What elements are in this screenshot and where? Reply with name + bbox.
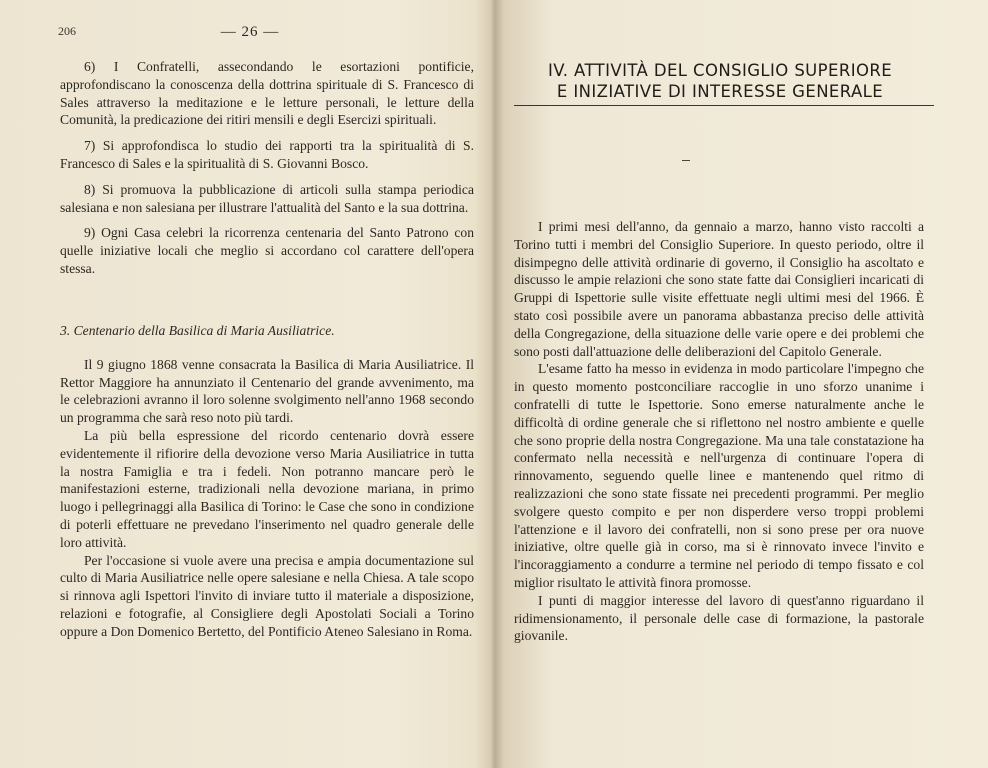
heading-underline xyxy=(514,105,934,106)
page-number: — 26 — xyxy=(220,24,280,40)
section-paragraph: Per l'occasione si vuole avere una precisa e ampia documentazione sul culto di Maria Ausiliatrice nelle opere salesiane e nella Chiesa. A tale scopo si rinnova agli Ispettori l'invito di inviare tutto il materiale a disposizione, relazioni e fotografie, al Consigliere degli Apostolati Sociali a Torino oppure a Don Domenico Bertetto, del Pontificio Ateneo Salesiano in Roma. xyxy=(60,552,474,639)
left-page-body xyxy=(60,58,474,278)
body-paragraph: L'esame fatto ha messo in evidenza in modo particolare l'impegno che in questo momento postconciliare raccoglie in uno sforzo unanime i confratelli di tutte le Ispettorie. Sono emerse naturalmente anche le difficoltà di ordine generale che si riflettono nel nostro ambiente e quelle che sono proprie della nostra Congregazione. Ma una tale constatazione ha confermato nella necessità e nell'urgenza di continuare l'opera di rinnovamento, seguendo quelle linee e mantenendo quel ritmo di realizzazioni che sono state fissate nei precedenti programmi. Per meglio svolgere questo compito e per non disperdere verso troppi problemi l'attenzione e il lavoro dei confratelli, non si sono prese per ora nuove iniziative, oltre quelle già in corso, ma si è rinnovato invece l'invito e l'incoraggiamento a condurre a termine nel periodo di tempo fissato e col miglior risultato le attività finora promosse. xyxy=(514,361,924,590)
stamped-page-number: 206 xyxy=(58,24,76,38)
chapter-heading-line-2: E INIZIATIVE DI INTERESSE GENERALE xyxy=(556,82,884,101)
section-paragraph: Il 9 giugno 1868 venne consacrata la Basilica di Maria Ausiliatrice. Il Rettor Maggiore ha annunziato il Centenario del grande avvenimento, ma le celebrazioni avranno il loro solenne svolgimento nell'anno 1968 secondo un programma che sarà reso noto più tardi. xyxy=(60,356,474,426)
paragraph-item-6: 6) I Confratelli, assecondando le esortazioni pontificie, approfondiscano la conoscenza della dottrina spirituale di S. Francesco di Sales attraverso la meditazione e le letture personali, le letture della Comunità, la predicazione dei ritiri mensili e degli Esercizi spirituali. xyxy=(60,59,474,128)
left-page xyxy=(0,0,492,768)
chapter-heading-line-1: IV. ATTIVITÀ DEL CONSIGLIO SUPERIORE xyxy=(547,61,893,80)
section-paragraph: La più bella espressione del ricordo centenario dovrà essere evidentemente il rifiorire della devozione verso Maria Ausiliatrice in tutta la nostra Famiglia e tra i fedeli. Non potranno mancare però le manifestazioni esterne, tradizionali nella devozione mariana, in primo luogo i pellegrinaggi alla Basilica di Torino: le Case che sono in condizione di poterli effettuare ne prevedano l'inserimento nel quadro generale delle loro attività. xyxy=(60,427,474,550)
chapter-heading xyxy=(510,60,930,102)
right-page-body xyxy=(514,218,924,645)
section-block xyxy=(60,322,474,641)
right-page xyxy=(496,0,988,768)
paragraph-item-8: 8) Si promuova la pubblicazione di articoli sulla stampa periodica salesiana e non salesiana per illustrare l'attualità del Santo e la sua dottrina. xyxy=(60,181,474,215)
section-title: 3. Centenario della Basilica di Maria Ausiliatrice. xyxy=(60,323,335,338)
body-paragraph: I primi mesi dell'anno, da gennaio a marzo, hanno visto raccolti a Torino tutti i membri del Consiglio Superiore. In questo periodo, oltre il disimpegno delle attività ordinarie di governo, il Consiglio ha ascoltato e discusso le ampie relazioni che sono state fatte dai Consiglieri incaricati di Gruppi di Ispettorie sulle visite effettuate negli ultimi mesi del 1966. È stato così possibile avere un panorama abbastanza preciso delle attività della Congregazione, della situazione delle varie opere e dei problemi che sono posti dall'attuazione delle deliberazioni del Capitolo Generale. xyxy=(514,219,924,359)
body-paragraph: I punti di maggior interesse del lavoro di quest'anno riguardano il ridimensionamento, il personale delle case di formazione, la pastorale giovanile. xyxy=(514,592,924,644)
ornament-dash xyxy=(682,160,690,161)
paragraph-item-7: 7) Si approfondisca lo studio dei rapporti tra la spiritualità di S. Francesco di Sales e la spiritualità di S. Giovanni Bosco. xyxy=(60,138,474,171)
paragraph-item-9: 9) Ogni Casa celebri la ricorrenza centenaria del Santo Patrono con quelle iniziative locali che meglio si accordano col carattere dell'opera stessa. xyxy=(60,225,474,276)
